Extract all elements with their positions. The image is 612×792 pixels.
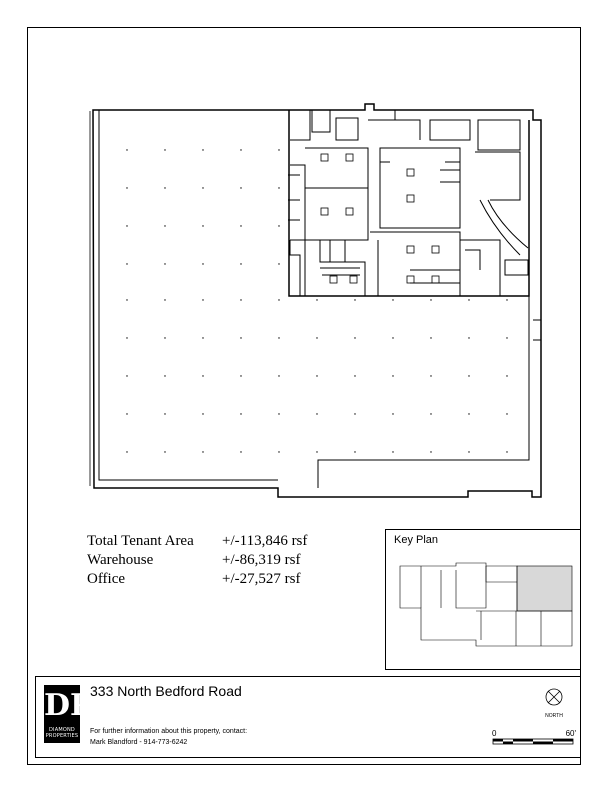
- title-block: [35, 676, 581, 758]
- contact-line: For further information about this property, contact:: [90, 728, 248, 735]
- area-label: Office: [87, 571, 126, 587]
- area-row-office: [87, 570, 307, 589]
- area-row-total: [87, 532, 307, 551]
- area-row-warehouse: [87, 551, 307, 570]
- north-arrow-icon: [539, 687, 569, 709]
- column-grid: [126, 149, 507, 452]
- area-value: +/-113,846 rsf: [222, 533, 308, 549]
- north-arrow: [539, 687, 569, 719]
- key-plan-drawing: [386, 530, 582, 671]
- key-plan-title: Key Plan: [394, 534, 439, 546]
- area-value: +/-27,527 rsf: [222, 571, 301, 587]
- property-address: 333 North Bedford Road: [90, 683, 242, 699]
- key-plan-highlight: [517, 566, 572, 611]
- area-label: Warehouse: [87, 552, 154, 568]
- area-value: +/-86,319 rsf: [222, 552, 301, 568]
- scale-start: 0: [492, 729, 497, 738]
- north-label: NORTH: [545, 713, 563, 719]
- diamond-properties-logo: [44, 685, 93, 743]
- scale-bar-graphic: [491, 729, 576, 751]
- contact-name-phone: Mark Blandford - 914-773-6242: [90, 739, 188, 746]
- logo-name: DIAMOND PROPERTIES: [45, 727, 79, 739]
- scale-end: 60': [565, 729, 576, 738]
- area-label: Total Tenant Area: [87, 533, 194, 549]
- key-plan: [385, 529, 581, 670]
- warehouse-east-wall: [318, 296, 529, 488]
- logo-monogram: DP: [44, 688, 93, 723]
- inner-wall-west: [99, 110, 278, 480]
- area-summary: [87, 532, 307, 589]
- scale-bar: [491, 729, 576, 751]
